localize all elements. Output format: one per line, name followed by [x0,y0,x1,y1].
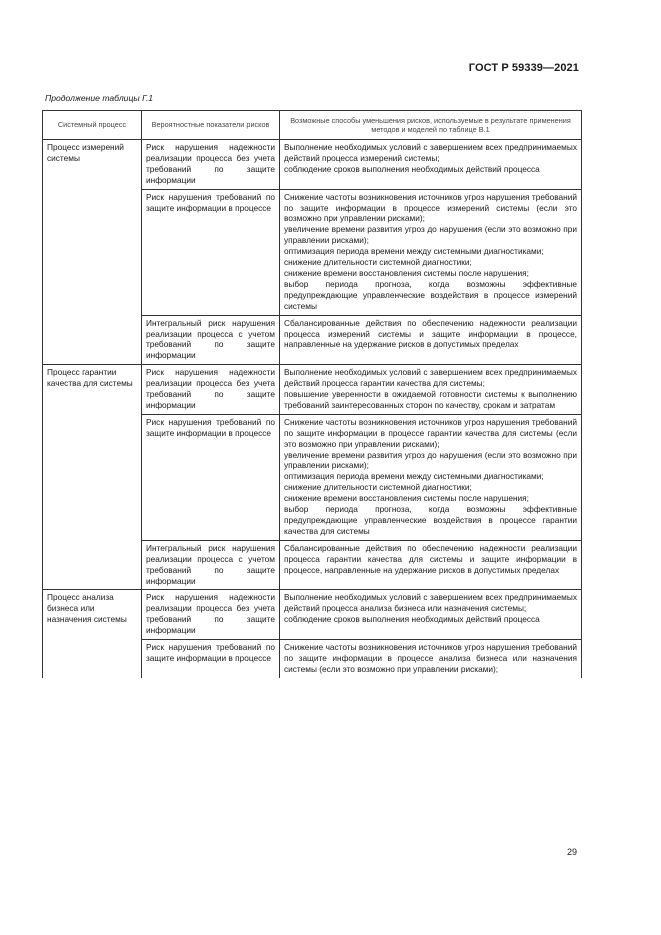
method-line: снижение времени восстановления системы после нарушения; [284,267,529,278]
methods-cell [280,315,582,365]
method-line: оптимизация периода времени между системными диагностиками; [284,246,544,257]
methods-cell [280,590,582,640]
method-line: соблюдение сроков выполнения необходимых действий процесса [284,614,540,625]
table-header-row [43,111,582,140]
column-header-methods: Возможные способы уменьшения рисков, используемые в результате применения методов и моделей по таблице В.1 [280,111,582,140]
method-line: Сбалансированные действия по обеспечению надежности реализации процесса гарантии качества для системы и защите информации в процессе, направленные на удержание рисков в допустимых пределах [284,542,577,575]
methods-cell [280,189,582,315]
column-header-indicators: Вероятностные показатели рисков [142,111,280,140]
method-line: выбор периода прогноза, когда возможны эффективные предупреждающие управленческие воздействия в процессе гарантии качества для системы [284,504,577,536]
method-line: снижение времени восстановления системы после нарушения; [284,493,529,504]
process-cell-continued [43,640,142,678]
table-row [43,590,582,640]
method-line: Снижение частоты возникновения источников угроз нарушения требований по защите информации в процессе анализа бизнеса или назначения системы (если это возможно при управлении рисками); [284,642,577,674]
standard-code: ГОСТ Р 59339—2021 [468,62,579,74]
method-line: Выполнение необходимых условий с завершением всех предпринимаемых действий процесса анализа бизнеса или назначения системы; [284,592,577,614]
process-cell-continued [43,540,142,590]
indicator-cell: Риск нарушения требований по защите информации в процессе [142,640,280,678]
method-line: повышение уверенности в ожидаемой готовности системы к выполнению требований заинтересованных сторон по качеству, срокам и затратам [284,389,577,410]
process-cell: Процесс анализа бизнеса или назначения системы [43,590,142,640]
indicator-cell: Риск нарушения требований по защите информации в процессе [142,189,280,315]
methods-cell [280,540,582,590]
page-number: 29 [566,847,577,857]
method-line: Выполнение необходимых условий с завершением всех предпринимаемых действий процесса гарантии качества для системы; [284,367,577,389]
indicator-cell: Интегральный риск нарушения реализации процесса с учетом требований по защите информации [142,315,280,365]
methods-cell [280,140,582,190]
column-header-process: Системный процесс [43,111,142,140]
method-line: соблюдение сроков выполнения необходимых действий процесса [284,163,540,174]
method-line: Снижение частоты возникновения источников угроз нарушения требований по защите информации в процессе измерений системы (если это возможно при управлении рисками); [284,191,577,224]
process-cell: Процесс измерений системы [43,140,142,190]
indicator-cell: Интегральный риск нарушения реализации процесса с учетом требований по защите информации [142,540,280,590]
indicator-cell: Риск нарушения требований по защите информации в процессе [142,414,280,540]
method-line: снижение длительности системной диагностики; [284,482,472,493]
indicator-cell: Риск нарушения надежности реализации процесса без учета требований по защите информации [142,590,280,640]
methods-cell [280,640,582,678]
table-row [43,140,582,190]
process-cell-continued [43,315,142,365]
method-line: увеличение времени развития угроз до нарушения (если это возможно при управлении рисками); [284,224,577,246]
methods-cell [280,414,582,540]
method-line: Выполнение необходимых условий с завершением всех предпринимаемых действий процесса измерений системы; [284,142,577,163]
method-line: оптимизация периода времени между системными диагностиками; [284,471,544,482]
process-cell-continued [43,189,142,315]
indicator-cell: Риск нарушения надежности реализации процесса без учета требований по защите информации [142,140,280,190]
table-row [43,315,582,365]
method-line: выбор периода прогноза, когда возможны эффективные предупреждающие управленческие воздействия в процессе измерений системы [284,278,577,311]
process-cell: Процесс гарантии качества для системы [43,365,142,415]
table-continuation-label: Продолжение таблицы Г.1 [45,93,154,103]
table-row [43,540,582,590]
table-row [43,414,582,540]
process-cell-continued [43,414,142,540]
indicator-cell: Риск нарушения надежности реализации процесса без учета требований по защите информации [142,365,280,415]
table-row [43,640,582,678]
method-line: Снижение частоты возникновения источников угроз нарушения требований по защите информации в процессе гарантии качества для системы (если это возможно при управлении рисками); [284,416,577,449]
table-row [43,189,582,315]
methods-cell [280,365,582,415]
method-line: снижение длительности системной диагностики; [284,257,472,268]
table-row [43,365,582,415]
method-line: Сбалансированные действия по обеспечению надежности реализации процесса измерений системы и защите информации в процессе, направленные на удержание рисков в допустимых пределах [284,317,577,350]
risk-table [42,110,582,678]
method-line: увеличение времени развития угроз до нарушения (если это возможно при управлении рисками); [284,449,577,471]
